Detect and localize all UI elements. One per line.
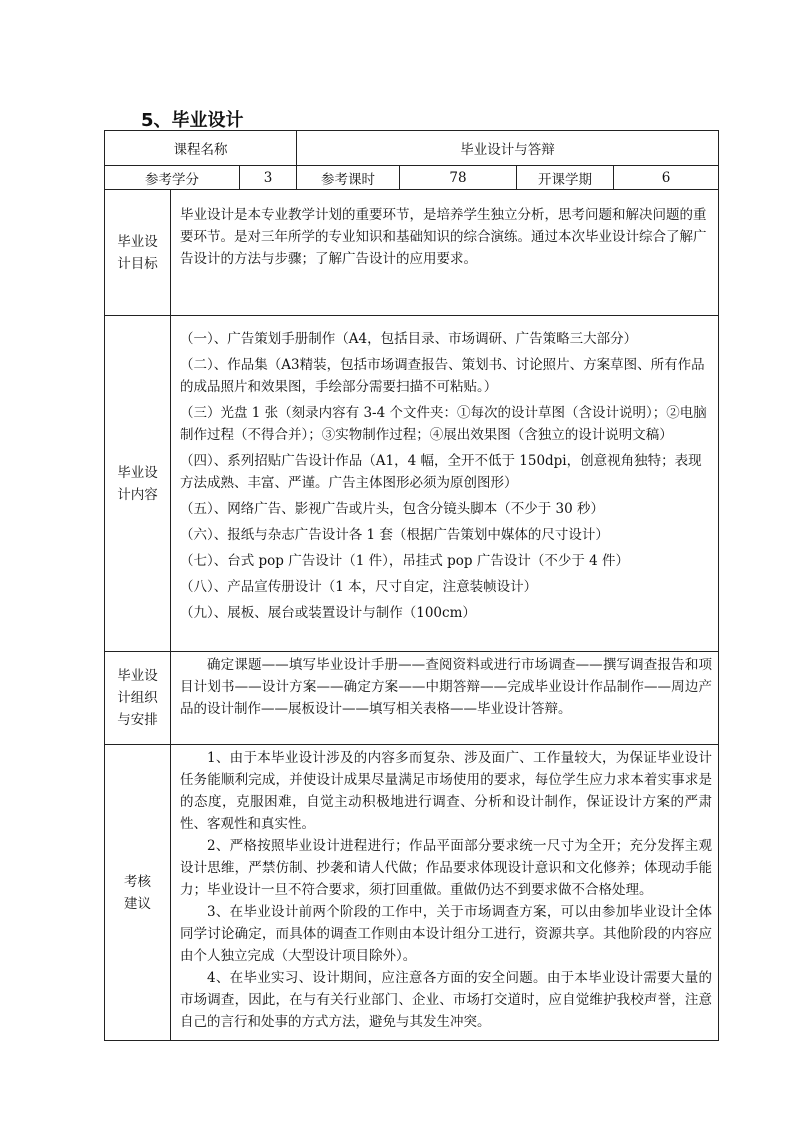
advice-paragraph: 2、严格按照毕业设计进程进行；作品平面部分要求统一尺寸为全开；充分发挥主观设计思维，严禁仿制、抄袭和请人代做；作品要求体现设计意识和文化修养；体现动手能力；毕业设计一旦不符合要求，须打回重做。重做仍达不到要求做不合格处理。 xyxy=(180,838,713,898)
advice-paragraph: 3、在毕业设计前两个阶段的工作中，关于市场调查方案，可以由参加毕业设计全体同学讨论确定，而具体的调查工作则由本设计组分工进行，资源共享。其他阶段的内容应由个人独立完成（大型设计项目除外）。 xyxy=(180,904,713,964)
credit-label: 参考学分 xyxy=(105,166,240,190)
content-item: （三）光盘 1 张（刻录内容有 3-4 个文件夹：①每次的设计草图（含设计说明）；②电脑制作过程（不得合并）；③实物制作过程；④展出效果图（含独立的设计说明文稿） xyxy=(180,405,707,443)
content-cell xyxy=(171,316,719,652)
content-item: （四）、系列招贴广告设计作品（A1，4 幅，全开不低于 150dpi，创意视角独特；表现方法成熟、丰富、严谨。广告主体图形必须为原创图形） xyxy=(180,453,702,491)
course-table xyxy=(104,130,719,1041)
content-item: （五）、网络广告、影视广告或片头，包含分镜头脚本（不少于 30 秒） xyxy=(180,501,605,517)
content-item: （二）、作品集（A3精装，包括市场调查报告、策划书、讨论照片、方案草图、所有作品的成品照片和效果图，手绘部分需要扫描不可粘贴。） xyxy=(180,357,705,395)
section-heading: 5、毕业设计 xyxy=(141,110,244,131)
goal-label: 毕业设 计目标 xyxy=(105,190,171,316)
content-item: （七）、台式 pop 广告设计（1 件），吊挂式 pop 广告设计（不少于 4 件） xyxy=(180,553,630,569)
advice-paragraph: 4、在毕业实习、设计期间，应注意各方面的安全问题。由于本毕业设计需要大量的市场调查，因此，在与有关行业部门、企业、市场打交道时，应自觉维护我校声誉，注意自己的言行和处事的方式方法，避免与其发生冲突。 xyxy=(180,970,713,1030)
goal-cell xyxy=(171,190,719,316)
course-name-label: 课程名称 xyxy=(105,131,297,166)
content-list xyxy=(171,328,718,624)
content-item: （九）、展板、展台或装置设计与制作（100cm） xyxy=(180,605,476,621)
content-item: （六）、报纸与杂志广告设计各 1 套（根据广告策划中媒体的尺寸设计） xyxy=(180,527,609,543)
hours-value: 78 xyxy=(400,166,517,190)
advice-cell xyxy=(171,745,719,1041)
goal-text: 毕业设计是本专业教学计划的重要环节，是培养学生独立分析，思考问题和解决问题的重要环节。是对三年所学的专业知识和基础知识的综合演练。通过本次毕业设计综合了解广告设计的方法与步骤；了解广告设计的应用要求。 xyxy=(180,207,707,267)
org-cell xyxy=(171,652,719,745)
advice-label: 考核 建议 xyxy=(105,745,171,1041)
hours-label: 参考课时 xyxy=(297,166,400,190)
credit-value: 3 xyxy=(240,166,297,190)
content-item: （八）、产品宣传册设计（1 本，尺寸自定，注意装帧设计） xyxy=(180,579,538,595)
content-label: 毕业设 计内容 xyxy=(105,316,171,652)
term-label: 开课学期 xyxy=(517,166,614,190)
org-label: 毕业设 计组织 与安排 xyxy=(105,652,171,745)
advice-list xyxy=(171,747,718,1033)
term-value: 6 xyxy=(614,166,719,190)
content-item: （一）、广告策划手册制作（A4，包括目录、市场调研、广告策略三大部分） xyxy=(180,331,638,347)
org-text: 确定课题——填写毕业设计手册——查阅资料或进行市场调查——撰写调查报告和项目计划书——设计方案——确定方案——中期答辩——完成毕业设计作品制作——周边产品的设计制作——展板设计——填写相关表格——毕业设计答辩。 xyxy=(180,657,713,717)
advice-paragraph: 1、由于本毕业设计涉及的内容多而复杂、涉及面广、工作量较大，为保证毕业设计任务能顺利完成，并使设计成果尽量满足市场使用的要求，每位学生应力求本着实事求是的态度，克服困难，自觉主动积极地进行调查、分析和设计制作，保证设计方案的严肃性、客观性和真实性。 xyxy=(180,750,713,832)
course-name-value: 毕业设计与答辩 xyxy=(297,131,719,166)
